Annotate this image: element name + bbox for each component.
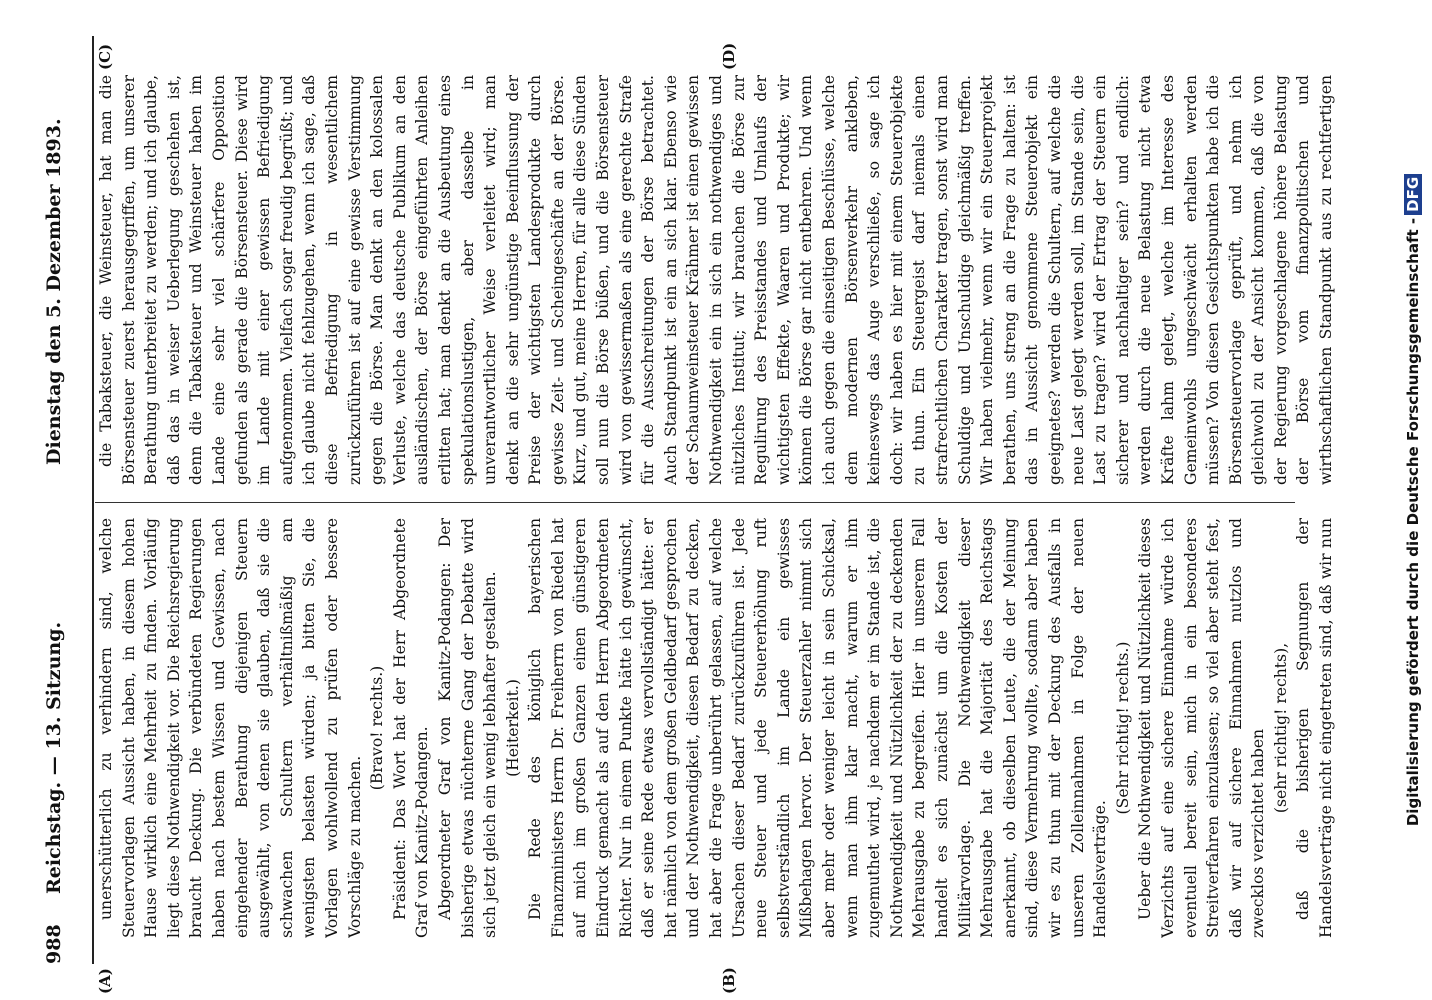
column-divider [95, 502, 1295, 503]
margin-mark-a: (A) [96, 968, 114, 994]
paragraph: Die Rede des königlich bayerischen Finanzministers Herrn Dr. Freiherrn von Riedel hat auf mich im großen Ganzen einen günstigeren Eindruck gemacht als auf den Herrn Abgeordneten Richter. Nur in einem Punkte hätte ich gewünscht, daß er seine Rede etwas vervollständigt hätte: er hat nämlich von dem großen Geldbedarf gesprochen und der Nothwendigkeit, diesen Bedarf zu decken, hat aber die Frage unberührt gelassen, auf welche Ursachen dieser Bedarf zurückzuführen ist. Jede neue Steuer und jede Steuererhöhung ruft selbstverständlich im Lande ein gewisses Mißbehagen hervor. Der Steuerzahler nimmt sich aber mehr oder weniger leicht in sein Schicksal, wenn man ihm klar macht, warum er ihm zugemuthet wird, je nachdem er im Stande ist, die Nothwendigkeit und Nützlichkeit der zu deckenden Mehrausgabe zu begreifen. Hier in unserem Fall handelt es sich zunächst um die Kosten der Militärvorlage. Die Nothwendigkeit dieser Mehrausgabe hat die Majorität des Reichstags anerkannt, ob dieselben Leute, die der Meinung sind, diese Vermehrung wollte, sodann aber haben wir es zu thun mit der Deckung des Ausfalls in unseren Zolleinnahmen in Folge der neuen Handelsverträge. [526, 518, 1110, 938]
credit-text: Digitalisierung gefördert durch die Deutsche Forschungsgemeinschaft - [1404, 217, 1422, 827]
interjection: (Heiterkeit.) [503, 679, 522, 777]
margin-mark-b: (B) [720, 967, 738, 994]
header-rule [92, 36, 94, 964]
interjection: (Bravo! rechts.) [368, 665, 387, 791]
header-left-title: Reichstag. — 13. Sitzung. [43, 621, 65, 894]
interjection: (Sehr richtig! rechts.) [1113, 641, 1132, 815]
paragraph: die Tabaksteuer, die Weinsteuer, hat man die Börsensteuer zuerst herausgegriffen, um unserer Berathung unterbreitet zu werden; und ich glaube, daß das in weiser Ueberlegung geschehen ist, denn die Tabaksteuer und Weinsteuer haben im Lande eine sehr viel schärfere Opposition gefunden als gerade die Börsensteuer. Diese wird im Lande mit einer gewissen Befriedigung aufgenommen. Vielfach sogar freudig begrüßt; und ich glaube nicht fehlzugehen, wenn ich sage, daß diese Befriedigung in wesentlichem zurückzuführen ist auf eine gewisse Verstimmung gegen die Börse. Man denkt an den kolossalen Verluste, welche das deutsche Publikum an den ausländischen, der Börse eingeführten Anleihen erlitten hat; man denkt an die Ausbeutung eines spekulationslustigen, aber dasselbe in unverantwortlicher Weise verleitet wird; man denkt an die sehr ungünstige Beeinflussung der Preise der wichtigsten Landesprodukte durch gewisse Zeit- und Scheingeschäfte an der Börse. Kurz, und gut, meine Herren, für alle diese Sünden soll nun die Börse büßen, und die Börsensteuer wird von gewissermaßen als eine gerechte Strafe für die Ausschreitungen der Börse betrachtet. Auch Standpunkt ist ein an sich klar. Ebenso wie der Schaumweinsteuer Krähmer ist einen gewissen Nothwendigkeit ein in sich ein nothwendiges und nützliches Institut; wir brauchen die Börse zur Regulirung des Preisstandes und Umlaufs der wichtigsten Effekte, Waaren und Produkte; wir können die Börse gar nicht entbehren. Und wenn ich auch gegen die einseitigen Beschlüsse, welche dem modernen Börsenverkehr ankleben, keineswegs das Auge verschließe, so sage ich doch: wir haben es hier mit einem Steuerobjekte zu thun. Ein Steuergeist darf niemals einen strafrechtlichen Charakter tragen, sonst wird man Schuldige und Unschuldige gleichmäßig treffen. Wir haben vielmehr, wenn wir ein Steuerprojekt berathen, uns streng an die Frage zu halten: ist das in Aussicht genommene Steuerobjekt ein geeignetes? werden die Schultern, auf welche die neue Last gelegt werden soll, im Stande sein, die Last zu tragen? wird der Ertrag der Steuern ein sicherer und nachhaltiger sein? und endlich: werden durch die neue Belastung nicht etwa Kräfte lahm gelegt, welche im Interesse des Gemeinwohls ungeschwächt erhalten werden müssen? Von diesen Gesichtspunkten habe ich die Börsensteuervorlage geprüft, und nehm ich gleichwohl zu der Ansicht kommen, daß die von der Regierung vorgeschlagene höhere Belastung der Börse vom finanzpolitischen und wirthschaftlichen Standpunkt aus zu rechtfertigen [97, 75, 1335, 485]
page-number: 988 [43, 924, 65, 964]
paragraph: Präsident: Das Wort hat der Herr Abgeordnete Graf von Kanitz-Podangen. [390, 518, 432, 938]
interjection: (sehr richtig! rechts), [1271, 642, 1290, 814]
dfg-logo: DFG [1404, 174, 1422, 215]
left-column [95, 518, 1335, 938]
right-column [95, 75, 1335, 485]
header-right-date: Dienstag den 5. Dezember 1893. [43, 118, 65, 465]
paragraph: Abgeordneter Graf von Kanitz-Podangen: Der bisherige etwas nüchterne Gang der Debatte wird sich jetzt gleich ein wenig lebhafter gestalten. [435, 518, 500, 938]
paragraph: Ueber die Nothwendigkeit und Nützlichkeit dieses Verzichts auf eine sichere Einnahme würde ich eventuell bereit sein, mich in ein besonderes Streitverfahren einzulassen; so viel aber steht fest, daß wir auf sichere Einnahmen nutzlos und zwecklos verzichtet haben [1136, 518, 1268, 938]
margin-mark-d: (D) [720, 42, 738, 70]
margin-mark-c: (C) [96, 43, 114, 70]
paragraph: unerschütterlich zu verhindern sind, welche Steuervorlagen Aussicht haben, in diesem hohen Hause wirklich eine Mehrheit zu finden. Vorläufig liegt diese Nothwendigkeit vor. Die Reichsregierung braucht Deckung. Die verbündeten Regierungen haben nach bestem Wissen und Gewissen, nach eingehender Berathung diejenigen Steuern ausgewählt, von denen sie glauben, daß sie die schwachen Schultern verhältnißmäßig am wenigsten belasten würden; ja bitten Sie, die Vorlagen wohlwollend zu prüfen oder bessere Vorschläge zu machen. [97, 518, 364, 938]
paragraph: daß die bisherigen Segnungen der Handelsverträge nicht eingetreten sind, daß wir nun [1294, 518, 1335, 938]
digitization-credit [1404, 0, 1422, 1000]
page-header [38, 36, 70, 964]
